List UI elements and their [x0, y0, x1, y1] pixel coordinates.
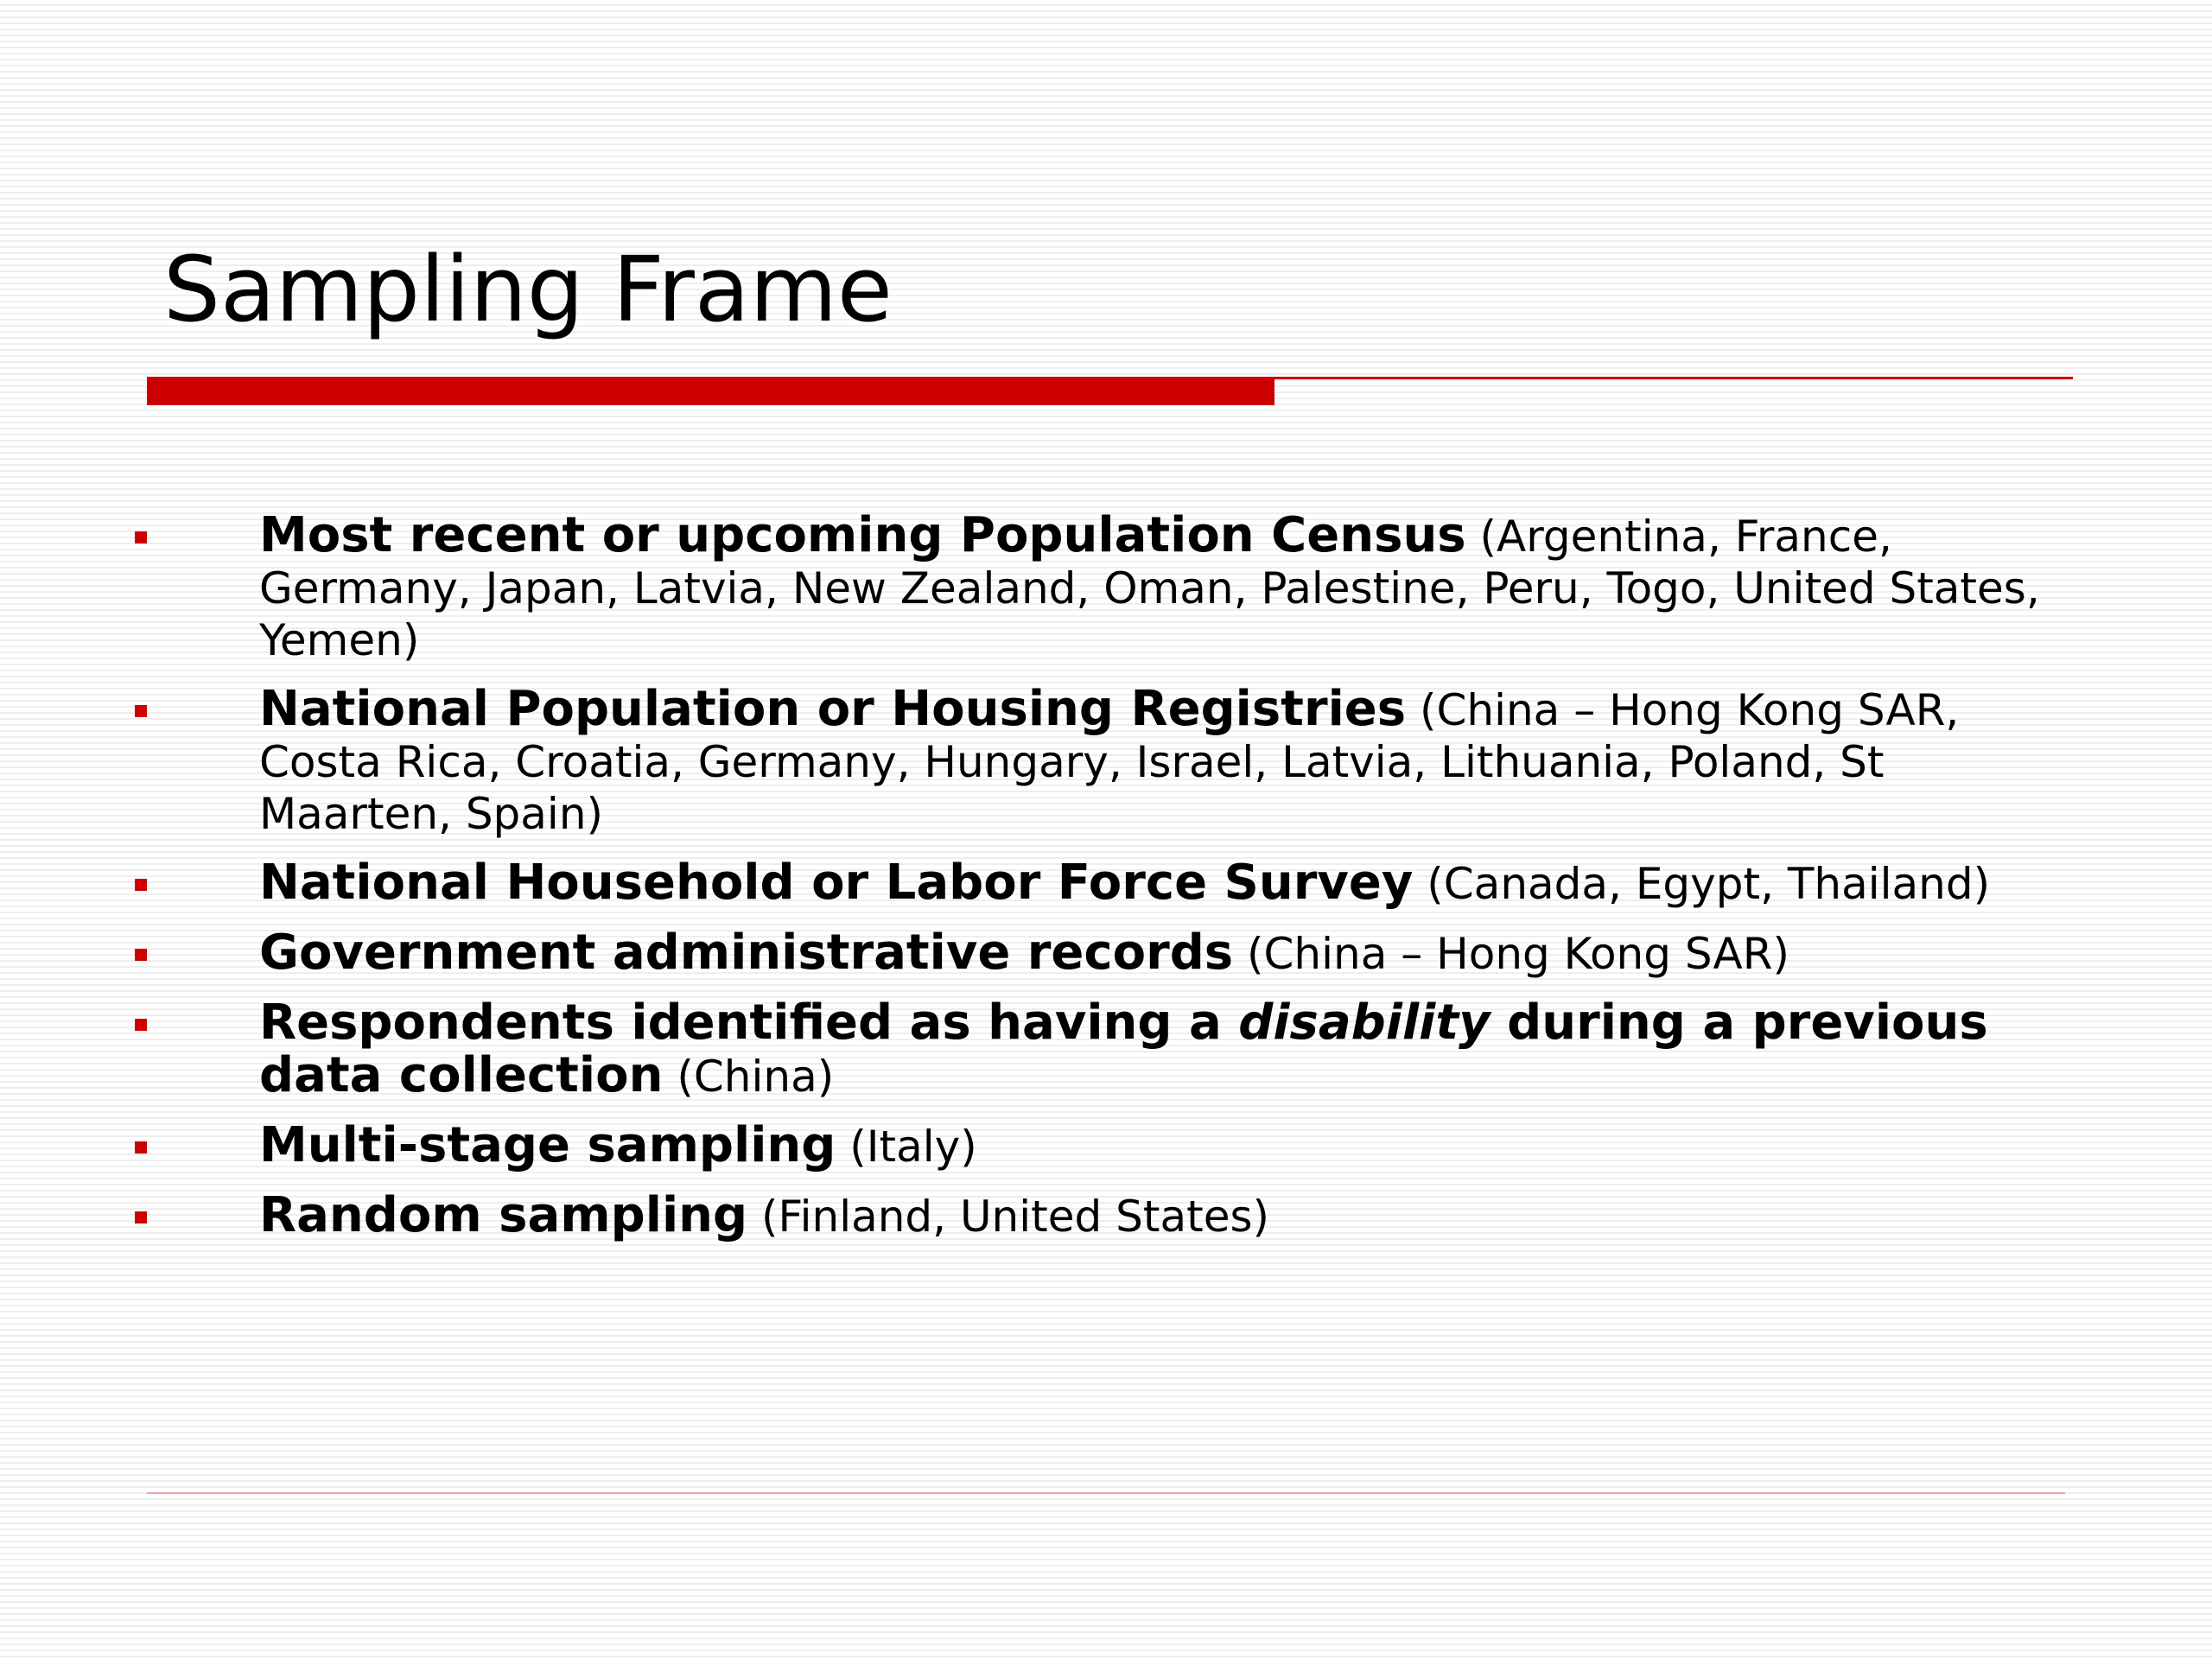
bullet-heading: National Household or Labor Force Survey	[259, 855, 1414, 911]
bullet-text	[259, 1117, 2062, 1173]
bullet-detail: (Argentina, France, Germany, Japan, Latvia, New Zealand, Oman, Palestine, Peru, Togo, United States, Yemen)	[259, 512, 2040, 665]
footer-divider	[147, 1492, 2065, 1494]
square-bullet-icon	[135, 1019, 147, 1031]
list-item	[135, 927, 2062, 980]
square-bullet-icon	[135, 879, 147, 891]
square-bullet-icon	[135, 1141, 147, 1154]
bullet-detail: (Finland, United States)	[761, 1192, 1270, 1242]
bullet-heading-emphasis: disability	[1238, 995, 1491, 1051]
bullet-detail: (Canada, Egypt, Thailand)	[1427, 859, 1991, 909]
bullet-heading	[259, 995, 1988, 1103]
bullet-heading: Multi-stage sampling	[259, 1117, 836, 1173]
list-item	[135, 1117, 2062, 1173]
square-bullet-icon	[135, 949, 147, 961]
title-underline-thin	[1274, 377, 2073, 379]
bullet-text	[259, 997, 2062, 1103]
list-item	[135, 997, 2062, 1103]
list-item	[135, 1187, 2062, 1243]
list-item	[135, 857, 2062, 910]
bullet-heading-start: Respondents identified as having a	[259, 995, 1222, 1051]
bullet-list	[135, 507, 2062, 1260]
bullet-detail: (China – Hong Kong SAR)	[1247, 929, 1789, 979]
bullet-heading-end: during a previous data collection	[259, 995, 1988, 1103]
square-bullet-icon	[135, 705, 147, 717]
list-item	[135, 507, 2062, 666]
bullet-text	[259, 507, 2062, 666]
bullet-text	[259, 683, 2062, 840]
list-item	[135, 683, 2062, 840]
bullet-text	[259, 857, 2062, 910]
bullet-heading: Random sampling	[259, 1187, 748, 1243]
bullet-detail: (China)	[677, 1052, 835, 1102]
square-bullet-icon	[135, 1211, 147, 1224]
bullet-heading: Government administrative records	[259, 925, 1234, 981]
bullet-text	[259, 1187, 2062, 1243]
title-underline-thick	[147, 377, 1274, 405]
slide-title: Sampling Frame	[163, 237, 893, 342]
square-bullet-icon	[135, 531, 147, 543]
bullet-detail: (Italy)	[849, 1122, 977, 1172]
bullet-detail: (China – Hong Kong SAR, Costa Rica, Croatia, Germany, Hungary, Israel, Latvia, Lithuania, Poland, St Maarten, Spain)	[259, 685, 1960, 839]
bullet-text	[259, 927, 2062, 980]
bullet-heading: National Population or Housing Registries	[259, 681, 1407, 737]
bullet-heading: Most recent or upcoming Population Census	[259, 507, 1466, 563]
